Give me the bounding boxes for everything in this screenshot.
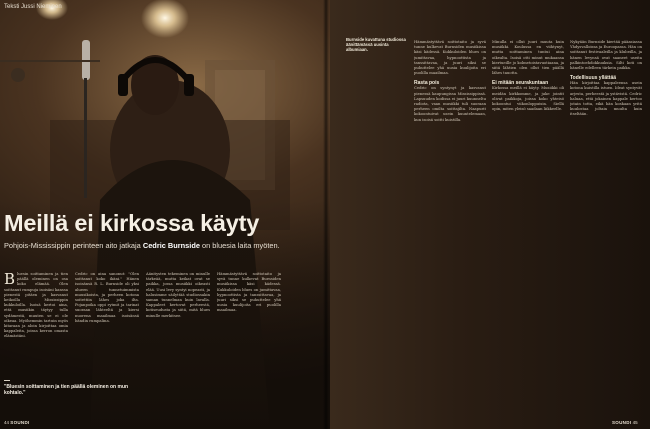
footer-right <box>612 420 638 425</box>
right-column-3 <box>570 40 642 415</box>
author-credit: Teksti Jussi Nieminen <box>4 4 62 10</box>
body-column-1 <box>4 272 68 377</box>
page-number-right: 45 <box>632 420 638 425</box>
body-column-3: Äänitysten tekeminen on minulle tärkeää, mutta keikat ovat se paikka, jossa musiikki oikeasti elää. Uusi levy syntyi nopeasti, ja halusimme säilyttää studiossakin saman tunnelman kuin lavalla. Kappaleet kertovat perheestä, kotiseudusta ja siitä, mitä blues minulle merkitsee. <box>146 272 210 318</box>
right-column-1 <box>414 40 486 415</box>
quote-rule <box>4 380 10 381</box>
brand-right: SOUNDI <box>612 420 632 425</box>
headline: Meillä ei kirkossa käyty <box>4 210 260 236</box>
column-1-text: luesin soittaminen ja tien päällä oleminen on osa koko elämää. Olen soittanut rumpuja isoisäni kanssa pienestä pitäen ja kasvanut keikoilla Mississippin kukkuloilla. Isoisä kertoi aina, että musiikin täytyy tulla sydämestä, muuten se ei ole oikeaa. Myöhemmin tartuin myös kitaraan ja aloin kirjoittaa omia kappaleita, joissa kerron omasta elämästäni. <box>4 272 68 339</box>
page-number-left: 44 <box>4 420 10 425</box>
section-heading-church: Ei mitään seurakuntaan <box>492 80 549 87</box>
right-column-2-text-b: Kirkossa meillä ei käyty. Musiikki oli meidän kirkkomme, ja juke jointit olivat paikkoja, joissa koko yhteisö kokoontui viikonloppuisin. Siellä opin, miten yleisö saadaan liikkeelle. <box>492 86 564 112</box>
right-column-2-text: Minulla ei ollut juuri muuta kuin musiikki. Koulussa en viihtynyt, mutta soittaminen tuntui aina oikealta. Isoisä otti minut mukaansa kiertueille jo kolmetoistavuotiaana, ja siitä lähtien olen ollut tien päällä lähes tauotta. <box>492 40 564 76</box>
drop-cap: B <box>4 272 16 288</box>
body-column-2: Cedric on aina sanonut: "Olen soittanut koko ikäni." Hänen isoisänsä R. L. Burnside oli yksi alueen tunnetuimmista muusikoista, ja perheen kotona soitettiin lähes joka ilta. Pojanpoika oppi rytmit ja tarinat suoraan lähteeltä ja kiersi nuorena maailmaa isoisänsä bändin rumpalina. <box>75 272 139 323</box>
brand-left: SOUNDI <box>10 420 30 425</box>
right-column-1-text: Hämmästyttävä soittotaito ja syvä tunne kulkevat Burnsiden musiikissa käsi kädessä. Kukkuloiden blues on jumittavaa, hypnoottista ja tanssittavaa, ja juuri siksi se puhuttelee yhä uusia kuulijoita eri puolilla maailmaa. <box>414 40 486 76</box>
pull-quote: "Bluesin soittaminen ja tien päällä oleminen on mun kohtalo." <box>4 384 129 396</box>
right-column-3-text-b: Hän kirjoittaa kappaleensa usein kotona kuistilla istuen. Ideat syntyvät arjesta, perheestä ja ystävistä. Cedric haluaa, että jokainen kappale kertoo jotain totta, eikä hän koskaan yritä kuulostaa joltain muulta kuin itseltään. <box>570 81 642 117</box>
section-heading-roots: Rasta pois <box>414 80 440 87</box>
section-heading-reality: Todellisuus yllättää <box>570 75 617 82</box>
subheadline <box>4 241 294 250</box>
artist-name: Cedric Burnside <box>142 241 200 250</box>
right-column-2 <box>492 40 564 415</box>
footer-left <box>4 420 30 425</box>
right-column-1-text-b: Cedric on syntynyt ja kasvanut pienessä kaupungissa Mississippissä. Lapsuuden kodissa ei juuri kuunneltu radiota, vaan musiikki tuli suoraan perheen omilta soittajilta. Naapurit kokoontuivat usein kuuntelemaan, kun isoisä soitti kuistilla. <box>414 86 486 122</box>
page-gutter <box>323 0 329 429</box>
subhead-end: on bluesia laita myöten. <box>202 241 280 250</box>
right-column-3-text: Nykyään Burnside kiertää pääasiassa Yhdysvalloissa ja Euroopassa. Hän on soittanut festivaaleilla ja klubeilla, ja hänen levynsä ovat saaneet useita palkintoehdokkuuksia. Silti koti on hänelle edelleen tärkein paikka. <box>570 40 642 71</box>
subhead-intro: Pohjois-Mississippin perinteen aito jatkaja <box>4 241 141 250</box>
photo-caption: Burnside kuvattuna studiossa äänittämässä uusinta albumiaan. <box>346 37 406 52</box>
body-column-4-left-page: Hämmästyttävä soittotaito ja syvä tunne kulkevat Burnsiden musiikissa käsi kädessä. Kukkuloiden blues on jumittavaa, hypnoottista ja tanssittavaa, ja juuri siksi se puhuttelee yhä uusia kuulijoita eri puolilla maailmaa. <box>217 272 281 313</box>
